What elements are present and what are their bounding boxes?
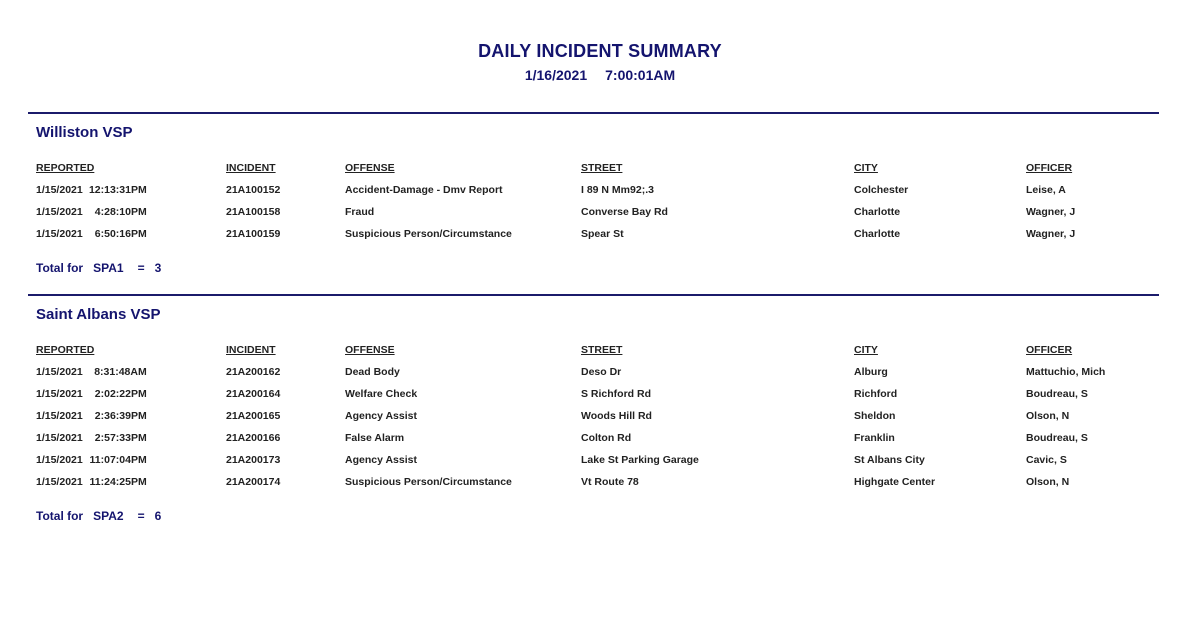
column-header-incident: INCIDENT xyxy=(226,344,276,356)
column-header-officer: OFFICER xyxy=(1026,162,1073,174)
column-header-offense: OFFENSE xyxy=(345,162,395,174)
column-header-city: CITY xyxy=(854,344,878,356)
total-code: SPA1 xyxy=(93,261,124,275)
total-count: 3 xyxy=(154,261,162,275)
reported-cell: 1/15/2021 4:28:10PM xyxy=(36,206,147,218)
total-code: SPA2 xyxy=(93,509,124,523)
column-header-street: STREET xyxy=(581,344,623,356)
report-date: 1/16/2021 xyxy=(524,67,588,83)
city-cell: Franklin xyxy=(854,432,895,444)
reported-cell: 1/15/2021 2:57:33PM xyxy=(36,432,147,444)
street-cell: Deso Dr xyxy=(581,366,622,378)
section-williston xyxy=(28,112,1159,294)
street-cell: Converse Bay Rd xyxy=(581,206,668,218)
section-saint-albans xyxy=(28,294,1159,546)
incident-cell: 21A200174 xyxy=(226,476,281,488)
street-cell: I 89 N Mm92;.3 xyxy=(581,184,654,196)
street-cell: Vt Route 78 xyxy=(581,476,639,488)
total-label: Total for xyxy=(36,509,84,523)
officer-cell: Leise, A xyxy=(1026,184,1066,196)
reported-cell: 1/15/2021 6:50:16PM xyxy=(36,228,147,240)
total-equals: = xyxy=(137,509,145,523)
reported-cell: 1/15/2021 11:24:25PM xyxy=(36,476,147,488)
total-equals: = xyxy=(137,261,145,275)
incident-cell: 21A100159 xyxy=(226,228,281,240)
column-header-city: CITY xyxy=(854,162,878,174)
incident-cell: 21A200166 xyxy=(226,432,281,444)
offense-cell: Dead Body xyxy=(345,366,400,378)
section-total xyxy=(36,509,161,523)
incident-cell: 21A100152 xyxy=(226,184,281,196)
column-header-offense: OFFENSE xyxy=(345,344,395,356)
incident-cell: 21A200173 xyxy=(226,454,281,466)
offense-cell: Agency Assist xyxy=(345,454,417,466)
offense-cell: Agency Assist xyxy=(345,410,417,422)
street-cell: Woods Hill Rd xyxy=(581,410,652,422)
report-time: 7:00:01AM xyxy=(605,67,676,83)
city-cell: Richford xyxy=(854,388,898,400)
incident-cell: 21A200164 xyxy=(226,388,281,400)
city-cell: Highgate Center xyxy=(854,476,936,488)
report-datetime xyxy=(0,67,1200,83)
officer-cell: Olson, N xyxy=(1026,410,1070,422)
officer-cell: Boudreau, S xyxy=(1026,388,1088,400)
officer-cell: Olson, N xyxy=(1026,476,1070,488)
officer-cell: Wagner, J xyxy=(1026,228,1076,240)
reported-cell: 1/15/2021 2:02:22PM xyxy=(36,388,147,400)
column-header-reported: REPORTED xyxy=(36,162,95,174)
section-title: Saint Albans VSP xyxy=(36,306,161,323)
reported-cell: 1/15/2021 11:07:04PM xyxy=(36,454,147,466)
street-cell: S Richford Rd xyxy=(581,388,651,400)
officer-cell: Mattuchio, Mich xyxy=(1026,366,1106,378)
officer-cell: Wagner, J xyxy=(1026,206,1076,218)
report-title: DAILY INCIDENT SUMMARY xyxy=(478,41,722,61)
officer-cell: Boudreau, S xyxy=(1026,432,1088,444)
column-header-officer: OFFICER xyxy=(1026,344,1073,356)
city-cell: Sheldon xyxy=(854,410,896,422)
offense-cell: Suspicious Person/Circumstance xyxy=(345,228,512,240)
column-header-street: STREET xyxy=(581,162,623,174)
incident-cell: 21A100158 xyxy=(226,206,281,218)
city-cell: Alburg xyxy=(854,366,888,378)
officer-cell: Cavic, S xyxy=(1026,454,1067,466)
reported-cell: 1/15/2021 2:36:39PM xyxy=(36,410,147,422)
section-total xyxy=(36,261,161,275)
column-header-incident: INCIDENT xyxy=(226,162,276,174)
total-label: Total for xyxy=(36,261,84,275)
street-cell: Lake St Parking Garage xyxy=(581,454,699,466)
reported-cell: 1/15/2021 12:13:31PM xyxy=(36,184,147,196)
reported-cell: 1/15/2021 8:31:48AM xyxy=(36,366,147,378)
offense-cell: False Alarm xyxy=(345,432,405,444)
offense-cell: Welfare Check xyxy=(345,388,418,400)
city-cell: Colchester xyxy=(854,184,909,196)
incident-cell: 21A200165 xyxy=(226,410,281,422)
offense-cell: Fraud xyxy=(345,206,375,218)
city-cell: Charlotte xyxy=(854,228,901,240)
offense-cell: Accident-Damage - Dmv Report xyxy=(345,184,503,196)
city-cell: St Albans City xyxy=(854,454,925,466)
section-title: Williston VSP xyxy=(36,124,133,141)
street-cell: Spear St xyxy=(581,228,624,240)
incident-cell: 21A200162 xyxy=(226,366,281,378)
total-count: 6 xyxy=(154,509,162,523)
column-header-reported: REPORTED xyxy=(36,344,95,356)
offense-cell: Suspicious Person/Circumstance xyxy=(345,476,512,488)
city-cell: Charlotte xyxy=(854,206,901,218)
street-cell: Colton Rd xyxy=(581,432,632,444)
